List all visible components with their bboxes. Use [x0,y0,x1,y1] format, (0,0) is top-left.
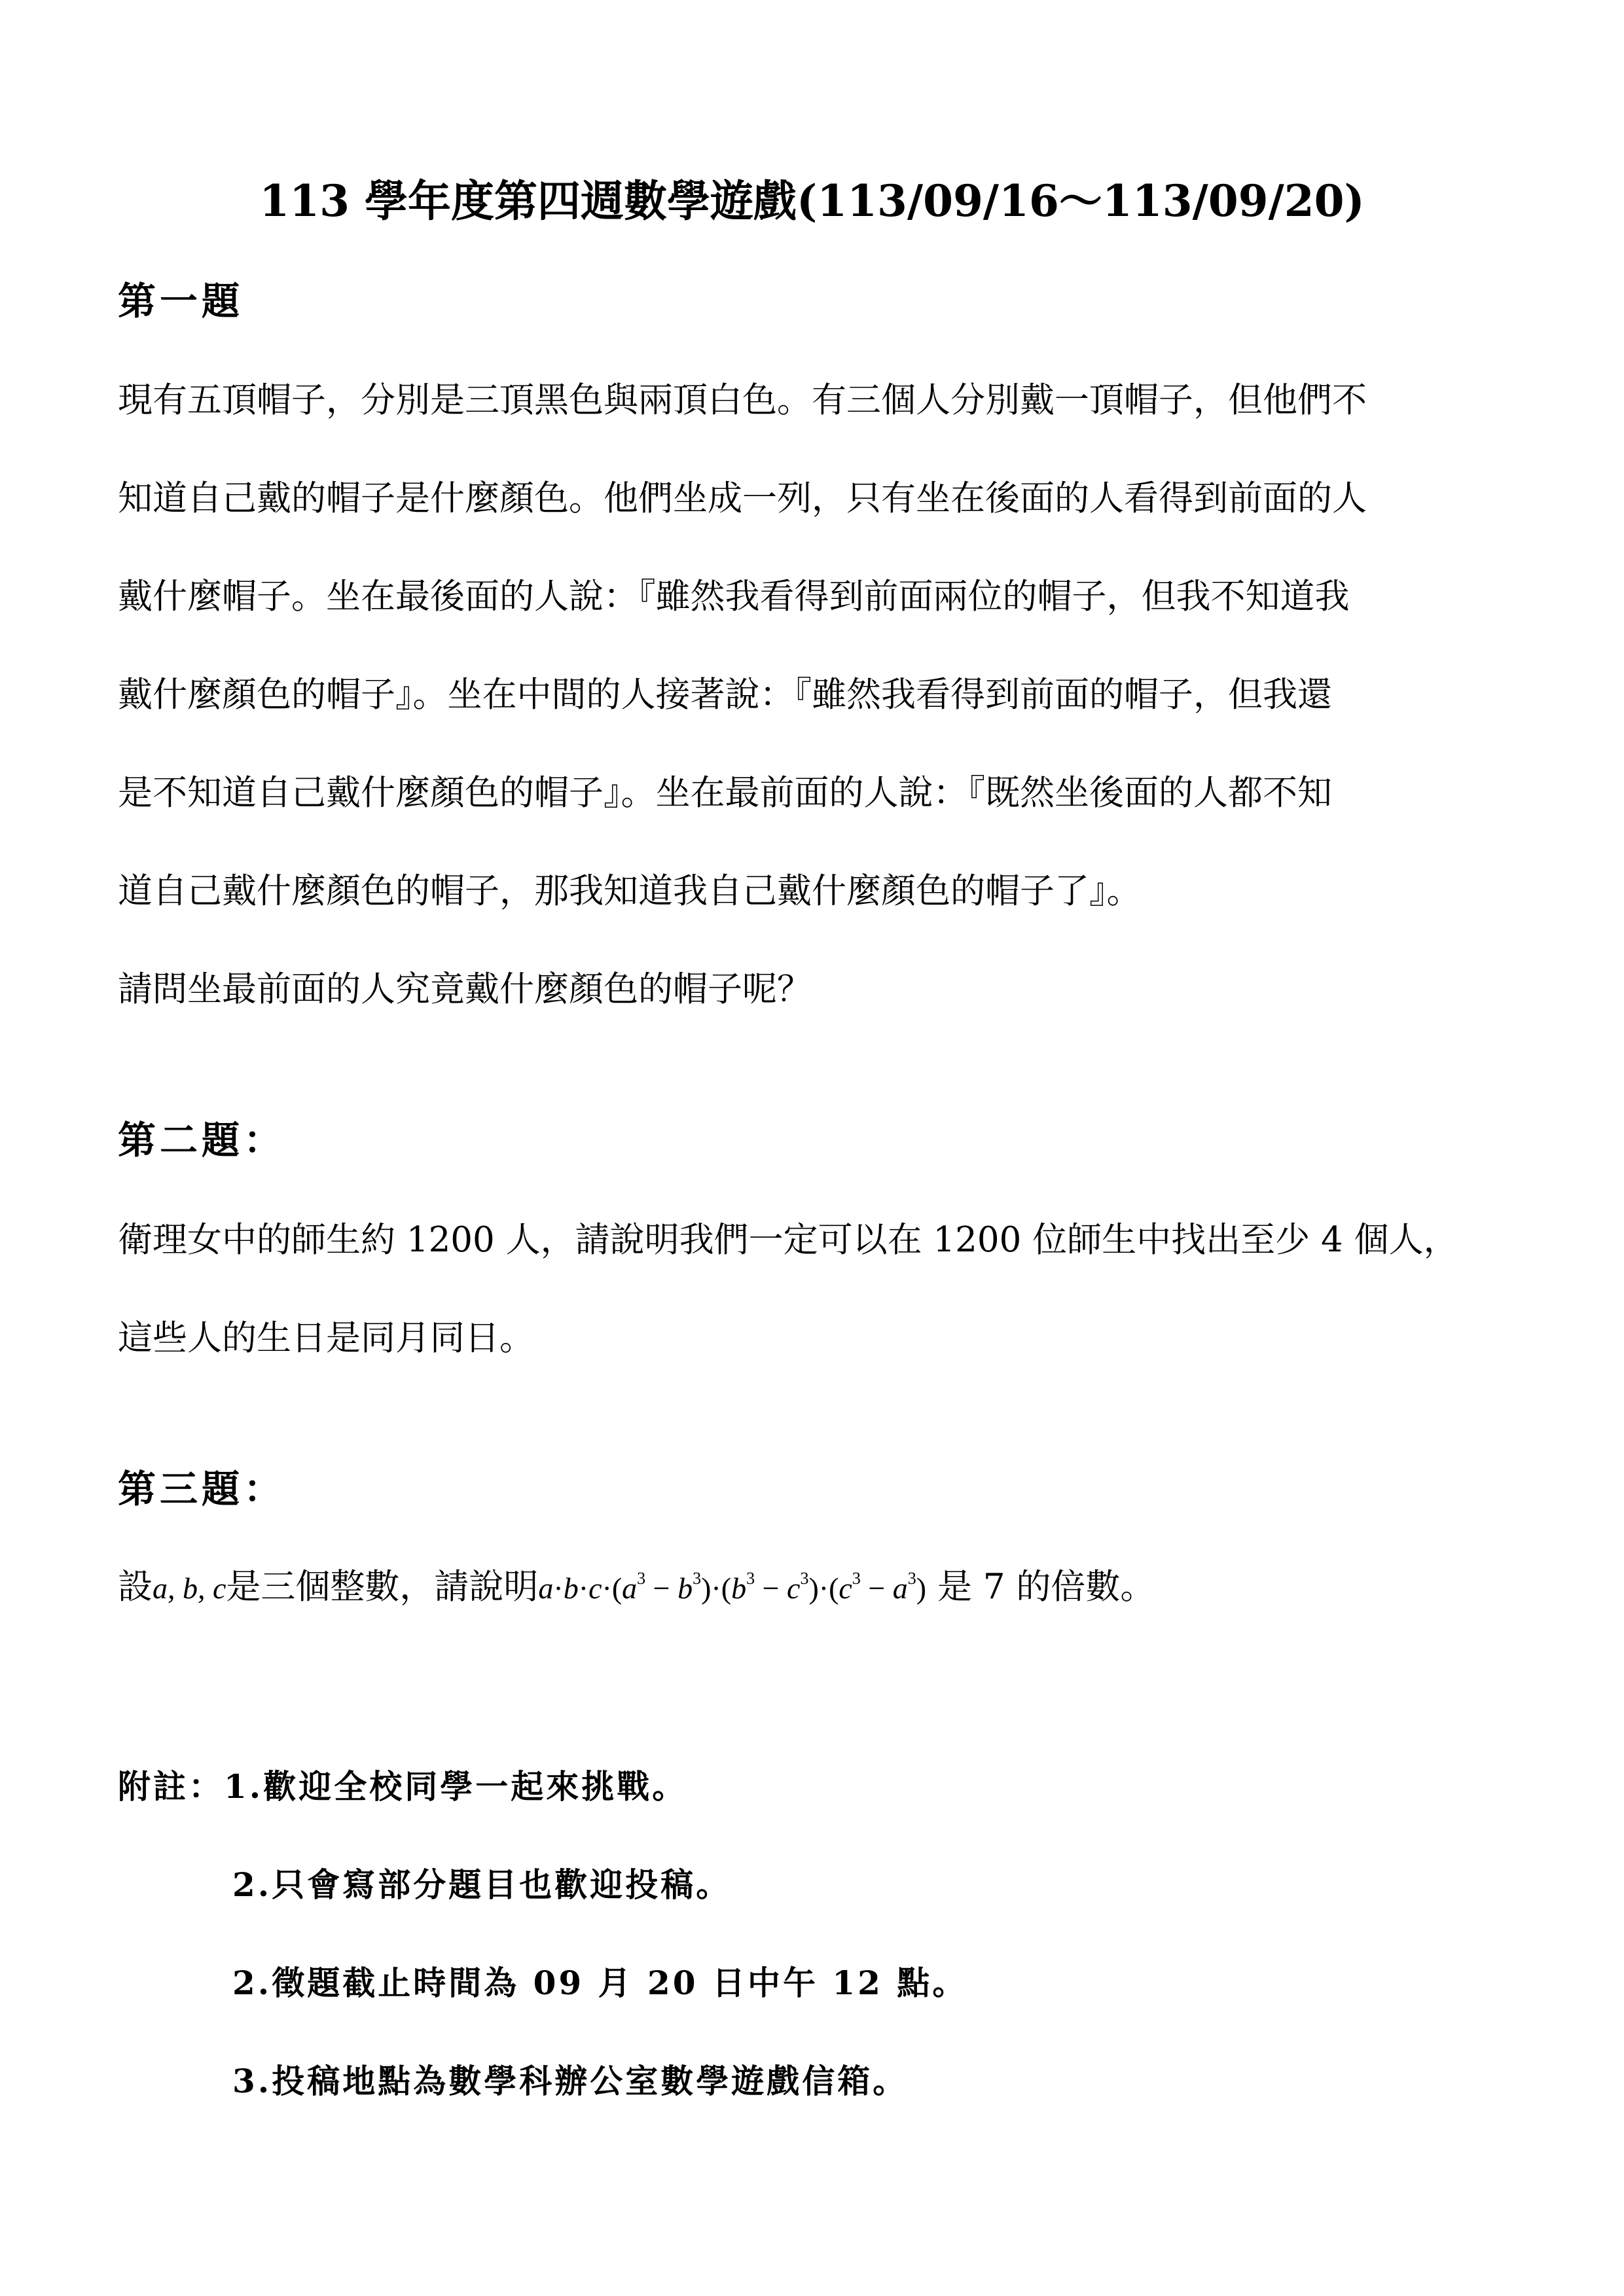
notes-item: 3.投稿地點為數學科辦公室數學遊戲信箱。 [232,2062,909,2100]
question-1-line: 現有五頂帽子，分別是三頂黑色與兩頂白色。有三個人分別戴一頂帽子，但他們不 [118,380,1367,420]
question-2-line: 這些人的生日是同月同日。 [118,1318,534,1358]
question-2-heading: 第二題： [118,1118,286,1162]
question-3-mid: 是三個整數，請說明 [226,1567,539,1607]
question-1-line: 戴什麼顏色的帽子』。坐在中間的人接著說：『雖然我看得到前面的帽子，但我還 [118,675,1332,715]
question-3-prefix: 設 [118,1567,153,1607]
notes-line [118,1761,687,1813]
notes-item: 2.徵題截止時間為 09 月 20 日中午 12 點。 [232,1964,968,2002]
question-1-line: 請問坐最前面的人究竟戴什麼顏色的帽子呢？ [118,969,812,1009]
question-1-heading: 第一題 [118,279,244,323]
question-3-heading: 第三題： [118,1467,286,1511]
question-3-suffix: 是 7 的倍數。 [937,1567,1155,1607]
notes-label: 附註： [118,1767,224,1806]
page-title: 113 學年度第四週數學遊戲(113/09/16～113/09/20) [259,175,1365,226]
question-1-line: 知道自己戴的帽子是什麼顏色。他們坐成一列，只有坐在後面的人看得到前面的人 [118,478,1367,518]
question-2-line: 衛理女中的師生約 1200 人，請說明我們一定可以在 1200 位師生中找出至少 4 個人， [118,1220,1458,1260]
question-3-line [118,1561,1155,1615]
question-1-line: 道自己戴什麼顏色的帽子，那我知道我自己戴什麼顏色的帽子了』。 [118,871,1142,911]
notes-item: 1.歡迎全校同學一起來挑戰。 [224,1767,688,1806]
question-1-line: 是不知道自己戴什麼顏色的帽子』。坐在最前面的人說：『既然坐後面的人都不知 [118,773,1332,813]
variables-expression: a, b, c [153,1571,226,1605]
notes-item: 2.只會寫部分題目也歡迎投稿。 [232,1865,732,1904]
question-1-line: 戴什麼帽子。坐在最後面的人說：『雖然我看得到前面兩位的帽子，但我不知道我 [118,577,1350,617]
product-expression: $a\cdot b\cdot c\cdot(a^3 - b^3)\cdot(b^3 - c^3)\cdot(c^3 - a^3)$ [538,1569,927,1605]
